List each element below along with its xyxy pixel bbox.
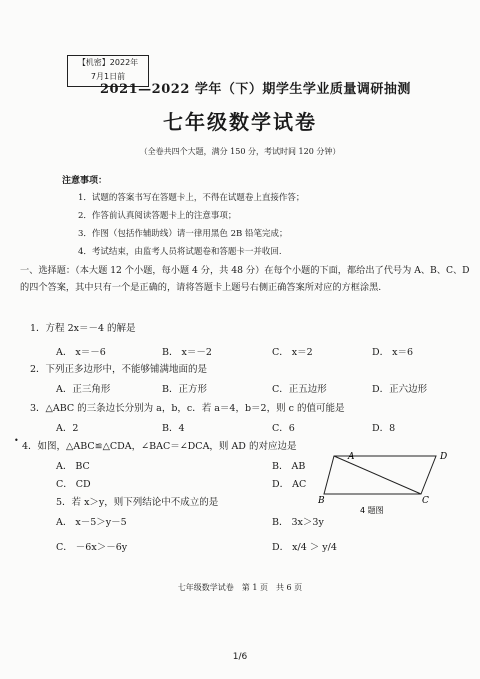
- question-5-option-b: B． 3x＞3y: [272, 517, 324, 528]
- page-footer: 七年级数学试卷 第 1 页 共 6 页: [177, 583, 303, 592]
- question-2-option-a: A．正三角形: [56, 384, 111, 395]
- question-2-option-b: B．正方形: [162, 384, 207, 395]
- question-3-option-b: B．4: [162, 423, 185, 434]
- note-item: 1．试题的答案书写在答题卡上，不得在试题卷上直接作答；: [78, 193, 305, 203]
- vertex-label-a: A: [348, 452, 355, 462]
- question-3-option-d: D．8: [372, 423, 396, 434]
- question-5-option-d: D． x/4 ＞ y/4: [272, 542, 337, 553]
- question-5-option-c: C． －6x＞－6y: [56, 542, 128, 553]
- note-item: 2．作答前认真阅读答题卡上的注意事项；: [78, 211, 237, 221]
- question-4-option-d: D． AC: [272, 479, 307, 490]
- question-3-option-c: C．6: [272, 423, 295, 434]
- question-4-stem: 4．如图，△ABC≌△CDA，∠BAC＝∠DCA，则 AD 的对应边是: [22, 441, 297, 452]
- vertex-label-d: D: [440, 452, 448, 462]
- survey-title: 2021—2022 学年（下）期学生学业质量调研抽测: [100, 82, 411, 97]
- question-4-option-a: A． BC: [56, 461, 90, 472]
- vertex-label-b: B: [318, 496, 325, 506]
- figure-caption: 4 题图: [360, 506, 384, 515]
- question-5-option-a: A． x－5＞y－5: [56, 517, 127, 528]
- margin-mark: •: [14, 436, 19, 445]
- page-title: 七年级数学试卷: [163, 110, 317, 134]
- parallelogram-outline: [324, 456, 436, 494]
- question-1-stem: 1．方程 2x＝－4 的解是: [30, 323, 136, 334]
- question-2-option-d: D．正六边形: [372, 384, 428, 395]
- question-1-option-c: C． x＝2: [272, 347, 313, 358]
- note-item: 3．作图（包括作辅助线）请一律用黑色 2B 铅笔完成；: [78, 229, 288, 239]
- question-1-option-a: A． x＝－6: [56, 347, 106, 358]
- confidential-line-1: 【机密】2022年: [77, 58, 139, 67]
- page-indicator: 1/6: [232, 652, 248, 662]
- question-5-stem: 5．若 x＞y，则下列结论中不成立的是: [56, 497, 219, 508]
- question-1-option-d: D． x＝6: [372, 347, 414, 358]
- exam-info: （全卷共四个大题，满分 150 分，考试时间 120 分钟）: [139, 147, 341, 156]
- question-4-option-c: C． CD: [56, 479, 91, 490]
- confidential-line-2: 7月1日前: [90, 72, 126, 81]
- question-3-option-a: A．2: [56, 423, 79, 434]
- question-1-option-b: B． x＝－2: [162, 347, 212, 358]
- note-item: 4．考试结束，由监考人员将试题卷和答题卡一并收回.: [78, 247, 282, 257]
- question-2-option-c: C．正五边形: [272, 384, 327, 395]
- question-2-stem: 2．下列正多边形中，不能够铺满地面的是: [30, 364, 208, 375]
- vertex-label-c: C: [422, 496, 429, 506]
- section-1-instructions: 一、选择题：（本大题 12 个小题，每小题 4 分，共 48 分）在每个小题的下面，都给出了代号为 A、B、C、D 的四个答案，其中只有一个是正确的，请将答题卡上题号右侧正确答案所对应的方框涂黑.: [20, 265, 470, 293]
- question-4-option-b: B． AB: [272, 461, 306, 472]
- notes-heading: 注意事项：: [62, 176, 108, 186]
- question-4-figure: [318, 448, 458, 520]
- question-3-stem: 3．△ABC 的三条边长分别为 a，b，c．若 a＝4，b＝2，则 c 的值可能是: [30, 403, 345, 414]
